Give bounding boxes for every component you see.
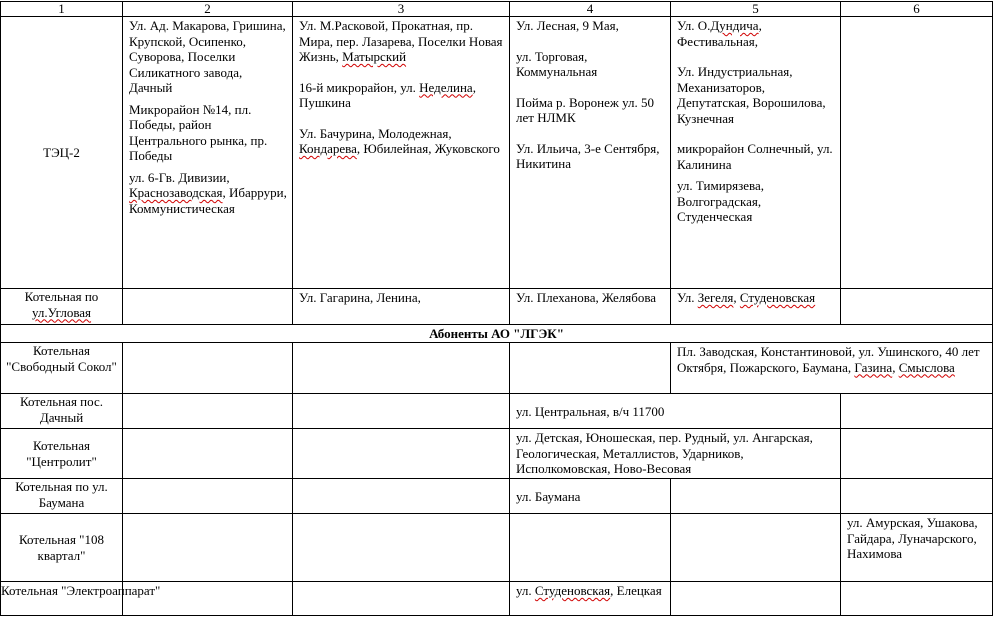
tec2-col3-p3b: Кондарева bbox=[299, 141, 357, 156]
tec2-col2-para3 bbox=[129, 170, 287, 217]
tec2-col2-cell bbox=[123, 17, 293, 289]
uglovaya-col5-cell bbox=[671, 289, 841, 325]
tec2-col3-p1b: Матырский bbox=[342, 49, 407, 64]
tec2-col5-para2: Ул. Индустриальная, Механизаторов, Депутатская, Ворошилова, Кузнечная bbox=[677, 64, 826, 126]
tec2-col2-para1: Ул. Ад. Макарова, Гришина, Крупской, Осипенко, Суворова, Поселки Силикатного завода, Дачный bbox=[129, 18, 286, 95]
table-row-baumana bbox=[1, 479, 993, 514]
dachny-col2-cell bbox=[123, 394, 293, 429]
header-cell-6: 6 bbox=[841, 2, 993, 17]
tec2-col6-cell bbox=[841, 17, 993, 289]
baumana-col5-cell bbox=[671, 479, 841, 514]
tec2-col4-para1: Ул. Лесная, 9 Мая, bbox=[516, 18, 619, 33]
table-row-dachny bbox=[1, 394, 993, 429]
source-name-sokol: Котельная "Свободный Сокол" bbox=[1, 343, 123, 394]
source-name-dachny: Котельная пос. Дачный bbox=[1, 394, 123, 429]
elektro-col3-cell bbox=[293, 582, 510, 616]
tec2-col3-p3a: Ул. Бачурина, Молодежная, bbox=[299, 125, 452, 141]
dachny-col45-cell: ул. Центральная, в/ч 11700 bbox=[510, 394, 841, 429]
table-row-elektro bbox=[1, 582, 993, 616]
tec2-col3-para1 bbox=[299, 18, 504, 65]
tec2-col4-cell bbox=[510, 17, 671, 289]
tec2-col3-p2a: 16-й микрорайон, ул. bbox=[299, 79, 420, 95]
uglovaya-name-a: Котельная по bbox=[24, 289, 99, 304]
dachny-col6-cell bbox=[841, 394, 993, 429]
sokol-c56b: Газина bbox=[854, 359, 893, 375]
tec2-col3-para2 bbox=[299, 80, 504, 111]
table-row-kvartal108 bbox=[1, 514, 993, 582]
kvartal108-col2-cell bbox=[123, 514, 293, 582]
elektro-col6-cell bbox=[841, 582, 993, 616]
uglovaya-c5d: Студеновская bbox=[739, 290, 816, 305]
tec2-col3-p2b: Неделина bbox=[419, 79, 473, 95]
tec2-col5-cell bbox=[671, 17, 841, 289]
tec2-col2-para2: Микрорайон №14, пл. Победы, район Центрального рынка, пр. Победы bbox=[129, 101, 268, 163]
uglovaya-c5c: , bbox=[733, 290, 740, 305]
header-cell-2: 2 bbox=[123, 2, 293, 17]
section-row bbox=[1, 325, 993, 343]
baumana-col6-cell bbox=[841, 479, 993, 514]
tec2-col4-para2: ул. Торговая, Коммунальная bbox=[516, 48, 598, 79]
sokol-col3-cell bbox=[293, 343, 510, 394]
tec2-col3-p3c: , Юбилейная, Жуковского bbox=[356, 141, 500, 156]
uglovaya-name-b: ул.Угловая bbox=[31, 304, 92, 320]
tec2-col3-p1a: Ул. М.Расковой, Прокатная, пр. Мира, пер. Лазарева, Поселки Новая Жизнь, bbox=[299, 18, 503, 64]
centrolit-col2-cell bbox=[123, 429, 293, 479]
centrolit-col6-cell bbox=[841, 429, 993, 479]
table-row-sokol bbox=[1, 343, 993, 394]
elektro-c4c: , Елецкая bbox=[610, 583, 662, 598]
sokol-c56a: Пл. Заводская, Константиновой, ул. Ушинского, 40 лет Октября, Пожарского, Баумана, bbox=[677, 344, 980, 375]
uglovaya-col2-cell bbox=[123, 289, 293, 325]
elektro-col5-cell bbox=[671, 582, 841, 616]
tec2-col5-p1b: Дундича bbox=[710, 18, 759, 33]
uglovaya-c5a: Ул. bbox=[677, 290, 698, 305]
tec2-col4-para3: Пойма р. Воронеж ул. 50 лет НЛМК bbox=[516, 94, 655, 125]
source-name-centrolit: Котельная "Центролит" bbox=[1, 429, 123, 479]
tec2-col3-p2c: , Пушкина bbox=[299, 79, 476, 110]
source-name-elektro: Котельная "Электроаппарат" bbox=[1, 582, 123, 616]
tec2-col5-para1 bbox=[677, 18, 835, 49]
tec2-col2-p3a: ул. 6-Гв. Дивизии, bbox=[129, 169, 230, 185]
tec2-col2-p3c: , Ибаррури, Коммунистическая bbox=[129, 185, 287, 216]
tec2-col5-p1a: Ул. О. bbox=[677, 18, 711, 33]
centrolit-col45-cell: ул. Детская, Юношеская, пер. Рудный, ул. Ангарская, Геологическая, Металлистов, Ударников, Исполкомовская, Ново-Весовая bbox=[510, 429, 841, 479]
header-cell-1: 1 bbox=[1, 2, 123, 17]
sokol-c56d: Смыслова bbox=[898, 359, 955, 375]
kvartal108-col3-cell bbox=[293, 514, 510, 582]
elektro-col4-cell bbox=[510, 582, 671, 616]
elektro-c4b: Студеновская bbox=[534, 583, 611, 598]
table-row-tec2 bbox=[1, 17, 993, 289]
source-name-tec2: ТЭЦ-2 bbox=[1, 17, 123, 289]
tec2-col5-para4: ул. Тимирязева, Волгоградская, Студенческая bbox=[677, 178, 765, 224]
kvartal108-col4-cell bbox=[510, 514, 671, 582]
kvartal108-col6-cell: ул. Амурская, Ушакова, Гайдара, Луначарского, Нахимова bbox=[841, 514, 993, 582]
baumana-col2-cell bbox=[123, 479, 293, 514]
sokol-col4-cell bbox=[510, 343, 671, 394]
centrolit-col3-cell bbox=[293, 429, 510, 479]
tec2-col3-cell bbox=[293, 17, 510, 289]
tec2-col4-para4: Ул. Ильича, 3-е Сентября, Никитина bbox=[516, 140, 660, 171]
header-cell-4: 4 bbox=[510, 2, 671, 17]
header-cell-5: 5 bbox=[671, 2, 841, 17]
source-name-uglovaya bbox=[1, 289, 123, 325]
elektro-c4a: ул. bbox=[516, 583, 535, 598]
sokol-col2-cell bbox=[123, 343, 293, 394]
tec2-col5-p1c: , Фестивальная, bbox=[677, 18, 762, 49]
baumana-col4-cell: ул. Баумана bbox=[510, 479, 671, 514]
header-row bbox=[1, 2, 993, 17]
tec2-col5-para3: микрорайон Солнечный, ул. Калинина bbox=[677, 141, 833, 172]
table-row-uglovaya bbox=[1, 289, 993, 325]
sokol-c56c: , bbox=[892, 359, 899, 375]
kvartal108-col5-cell bbox=[671, 514, 841, 582]
section-heading: Абоненты АО "ЛГЭК" bbox=[1, 325, 993, 343]
tec2-col2-p3b: Краснозаводская bbox=[129, 185, 223, 200]
heating-service-table bbox=[0, 1, 993, 616]
uglovaya-col4-cell: Ул. Плеханова, Желябова bbox=[510, 289, 671, 325]
dachny-col3-cell bbox=[293, 394, 510, 429]
table-row-centrolit bbox=[1, 429, 993, 479]
baumana-col3-cell bbox=[293, 479, 510, 514]
source-name-baumana: Котельная по ул. Баумана bbox=[1, 479, 123, 514]
uglovaya-c5b: Зегеля bbox=[697, 290, 734, 305]
tec2-col3-para3 bbox=[299, 126, 504, 157]
source-name-kvartal108: Котельная "108 квартал" bbox=[1, 514, 123, 582]
uglovaya-col6-cell bbox=[841, 289, 993, 325]
uglovaya-col3-cell: Ул. Гагарина, Ленина, bbox=[293, 289, 510, 325]
header-cell-3: 3 bbox=[293, 2, 510, 17]
sokol-col56-cell bbox=[671, 343, 993, 394]
